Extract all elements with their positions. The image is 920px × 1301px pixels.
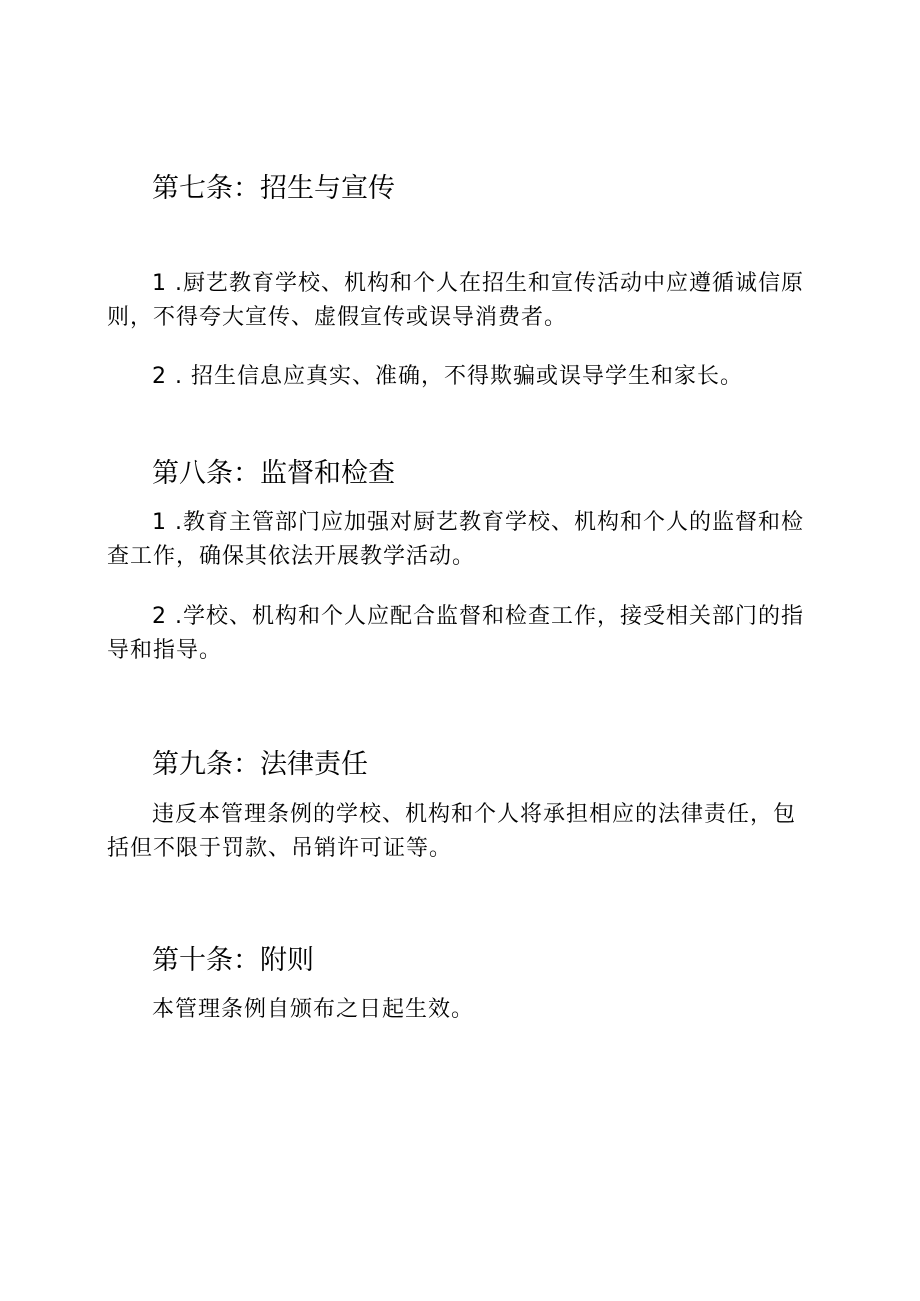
section-7-paragraph-1: 1 .厨艺教育学校、机构和个人在招生和宣传活动中应遵循诚信原则，不得夸大宣传、虚假宣传或误导消费者。 bbox=[107, 271, 804, 330]
section-heading-8: 第八条：监督和检查 bbox=[152, 458, 395, 489]
section-7-paragraph-2: 2 . 招生信息应真实、准确，不得欺骗或误导学生和家长。 bbox=[152, 364, 743, 389]
section-8-paragraph-1: 1 .教育主管部门应加强对厨艺教育学校、机构和个人的监督和检查工作，确保其依法开展教学活动。 bbox=[107, 510, 804, 569]
section-heading-9: 第九条：法律责任 bbox=[152, 749, 368, 780]
section-8-paragraph-2: 2 .学校、机构和个人应配合监督和检查工作，接受相关部门的指导和指导。 bbox=[107, 604, 804, 663]
section-heading-10: 第十条：附则 bbox=[152, 945, 314, 976]
section-heading-7: 第七条：招生与宣传 bbox=[152, 173, 395, 204]
section-10-paragraph-1: 本管理条例自颁布之日起生效。 bbox=[152, 997, 475, 1022]
section-9-paragraph-1: 违反本管理条例的学校、机构和个人将承担相应的法律责任，包括但不限于罚款、吊销许可证等。 bbox=[107, 802, 797, 861]
